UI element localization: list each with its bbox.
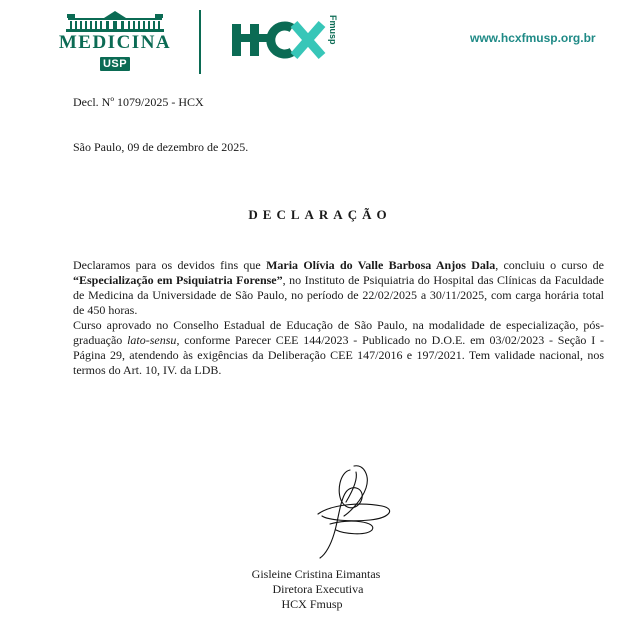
medicina-usp-logo (52, 10, 178, 74)
hcx-fmusp-logo (230, 14, 340, 64)
document-title: DECLARAÇÃO (248, 207, 392, 222)
paragraph1-mid: , concluiu o curso de (495, 258, 605, 272)
hcx-logo-mark (230, 14, 326, 62)
student-name: Maria Olívia do Valle Barbosa Anjos Dala (266, 258, 496, 272)
paragraph1-lead: Declaramos para os devidos fins que (73, 258, 267, 272)
handwritten-signature (300, 462, 400, 562)
course-name: “Especialização em Psiquiatria Forense” (73, 273, 283, 287)
fmusp-vertical-label: Fmusp (328, 15, 338, 45)
signatory-organization: HCX Fmusp (281, 597, 343, 611)
paragraph1-rest: , no Instituto de Psiquiatria do Hospital das Clínicas da Faculdade de Medicina da Universidade de São Paulo, no período de 22/02/2025 a 30/11/2025, com carga horária total de 450 horas. (73, 273, 604, 317)
approval-paragraph (73, 318, 604, 378)
signatory-role: Diretora Executiva (272, 582, 364, 596)
lato-sensu-term: lato-sensu (127, 333, 177, 347)
medicina-wordmark: MEDICINA (58, 32, 172, 53)
declaration-paragraph (73, 258, 604, 318)
paragraph2-lead: Curso aprovado no Conselho Estadual de Educação de São Paulo, na modalidade de especialização, pós-graduação (73, 318, 604, 347)
building-icon (66, 10, 164, 32)
signatory-name: Gisleine Cristina Eimantas (251, 567, 381, 581)
usp-wordmark: USP (100, 57, 130, 71)
website-link[interactable]: www.hcxfmusp.org.br (470, 31, 596, 45)
header-divider (199, 10, 201, 74)
paragraph2-rest: , conforme Parecer CEE 144/2023 - Publicado no D.O.E. em 03/02/2023 - Seção I - Página 29, atendendo às exigências da Deliberação CEE 147/2016 e 197/2021. Tem validade nacional, nos termos do Art. 10, IV. da LDB. (73, 333, 604, 377)
letterhead (0, 0, 640, 80)
declaration-reference: Decl. Nº 1079/2025 - HCX (73, 95, 204, 109)
place-and-date: São Paulo, 09 de dezembro de 2025. (73, 140, 249, 154)
